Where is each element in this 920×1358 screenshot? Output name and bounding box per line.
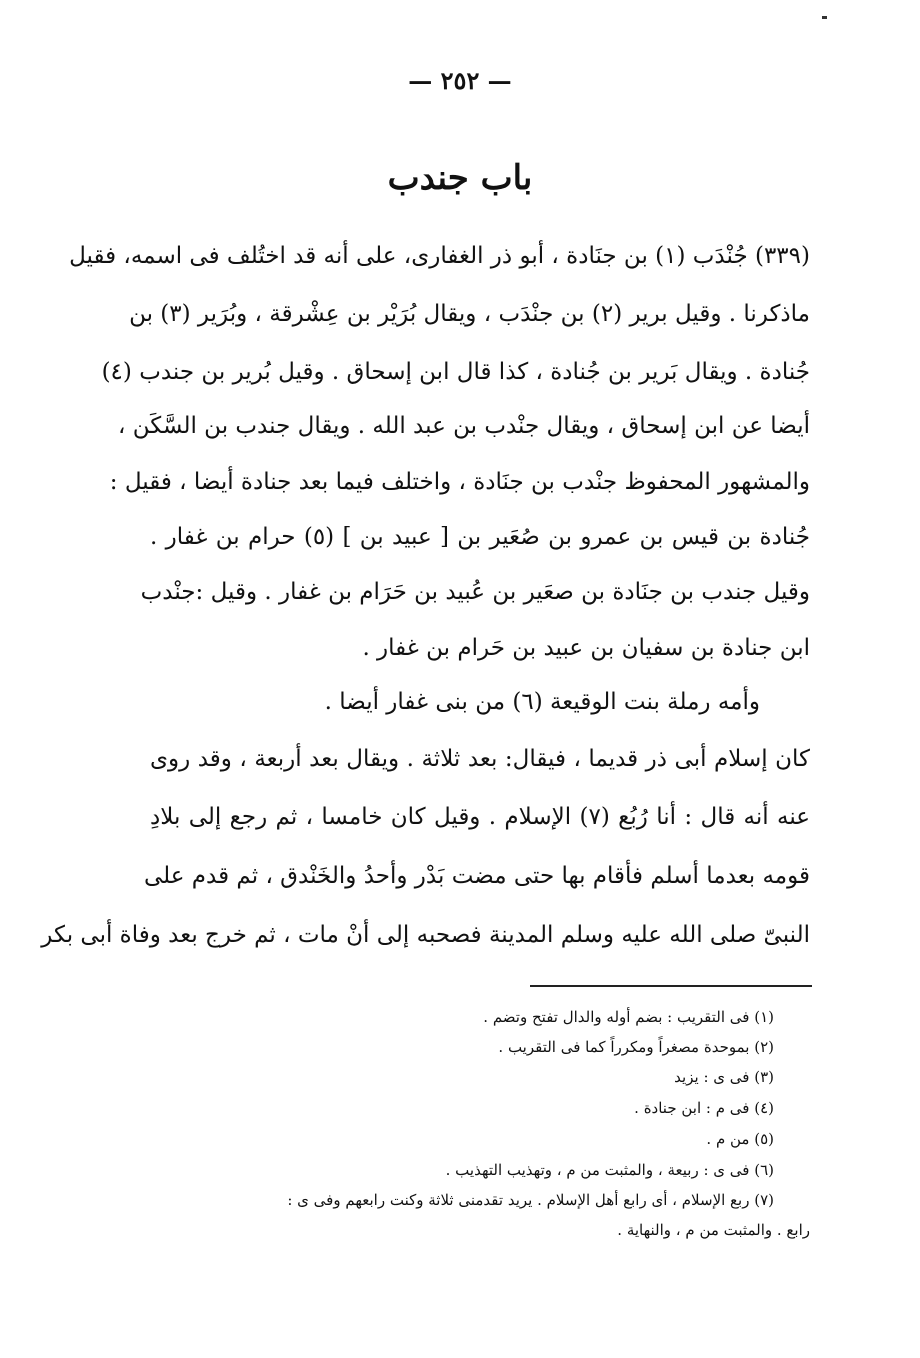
body-line: ماذكرنا . وقيل برير (٢) بن جنْدَب ، ويقال بُرَيْر بن عِشْرقة ، وبُرَير (٣) بن — [129, 301, 810, 327]
footnote: (٤) فى م : ابن جنادة . — [634, 1099, 774, 1117]
body-line: أيضا عن ابن إسحاق ، ويقال جنْدب بن عبد الله . ويقال جندب بن السَّكَن ، — [118, 413, 810, 439]
footnote-continuation: رابع . والمثبت من م ، والنهاية . — [617, 1221, 810, 1239]
body-line: (٣٣٩) جُنْدَب (١) بن جنَادة ، أبو ذر الغفارى، على أنه قد اختُلف فى اسمه، فقيل — [69, 243, 810, 269]
body-line: وقيل جندب بن جنَادة بن صعَير بن عُبيد بن حَرَام بن غفار . وقيل :جنْدب — [140, 579, 810, 605]
footnote: (١) فى التقريب : بضم أوله والدال تفتح وتضم . — [483, 1008, 774, 1026]
footnote: (٦) فى ى : ربيعة ، والمثبت من م ، وتهذيب التهذيب . — [445, 1161, 774, 1179]
footnote-separator — [530, 985, 812, 987]
body-line: النبىّ صلى الله عليه وسلم المدينة فصحبه إلى أنْ مات ، ثم خرج بعد وفاة أبى بكر — [41, 922, 810, 948]
body-line: عنه أنه قال : أنا رُبُع (٧) الإسلام . وقيل كان خامسا ، ثم رجع إلى بلادِ — [150, 804, 811, 830]
body-line: ابن جنادة بن سفيان بن عبيد بن حَرام بن غفار . — [362, 635, 810, 661]
footnote: (٣) فى ى : يزيد — [674, 1068, 774, 1086]
footnote: (٧) ربع الإسلام ، أى رابع أهل الإسلام . يريد تقدمنى ثلاثة وكنت رابعهم وفى ى : — [287, 1191, 774, 1209]
scan-speck — [822, 16, 827, 19]
mother-line: وأمه رملة بنت الوقيعة (٦) من بنى غفار أيضا . — [324, 689, 760, 715]
body-line: كان إسلام أبى ذر قديما ، فيقال: بعد ثلاثة . ويقال بعد أربعة ، وقد روى — [150, 746, 810, 772]
page-number: — ٢٥٢ — — [408, 66, 512, 95]
footnote: (٥) من م . — [706, 1130, 774, 1148]
chapter-heading: باب جندب — [387, 158, 533, 198]
body-line: والمشهور المحفوظ جنْدب بن جنَادة ، واختلف فيما بعد جنادة أيضا ، فقيل : — [109, 469, 810, 495]
body-line: قومه بعدما أسلم فأقام بها حتى مضت بَدْر وأحدُ والخَنْدق ، ثم قدم على — [143, 863, 810, 889]
body-line: جُنادة . ويقال بَرير بن جُنادة ، كذا قال ابن إسحاق . وقيل بُرير بن جندب (٤) — [101, 359, 810, 385]
body-line: جُنادة بن قيس بن عمرو بن صُعَير بن [ عبيد بن ] (٥) حرام بن غفار . — [150, 524, 810, 550]
footnote: (٢) بموحدة مصغراً ومكرراً كما فى التقريب . — [498, 1038, 774, 1056]
